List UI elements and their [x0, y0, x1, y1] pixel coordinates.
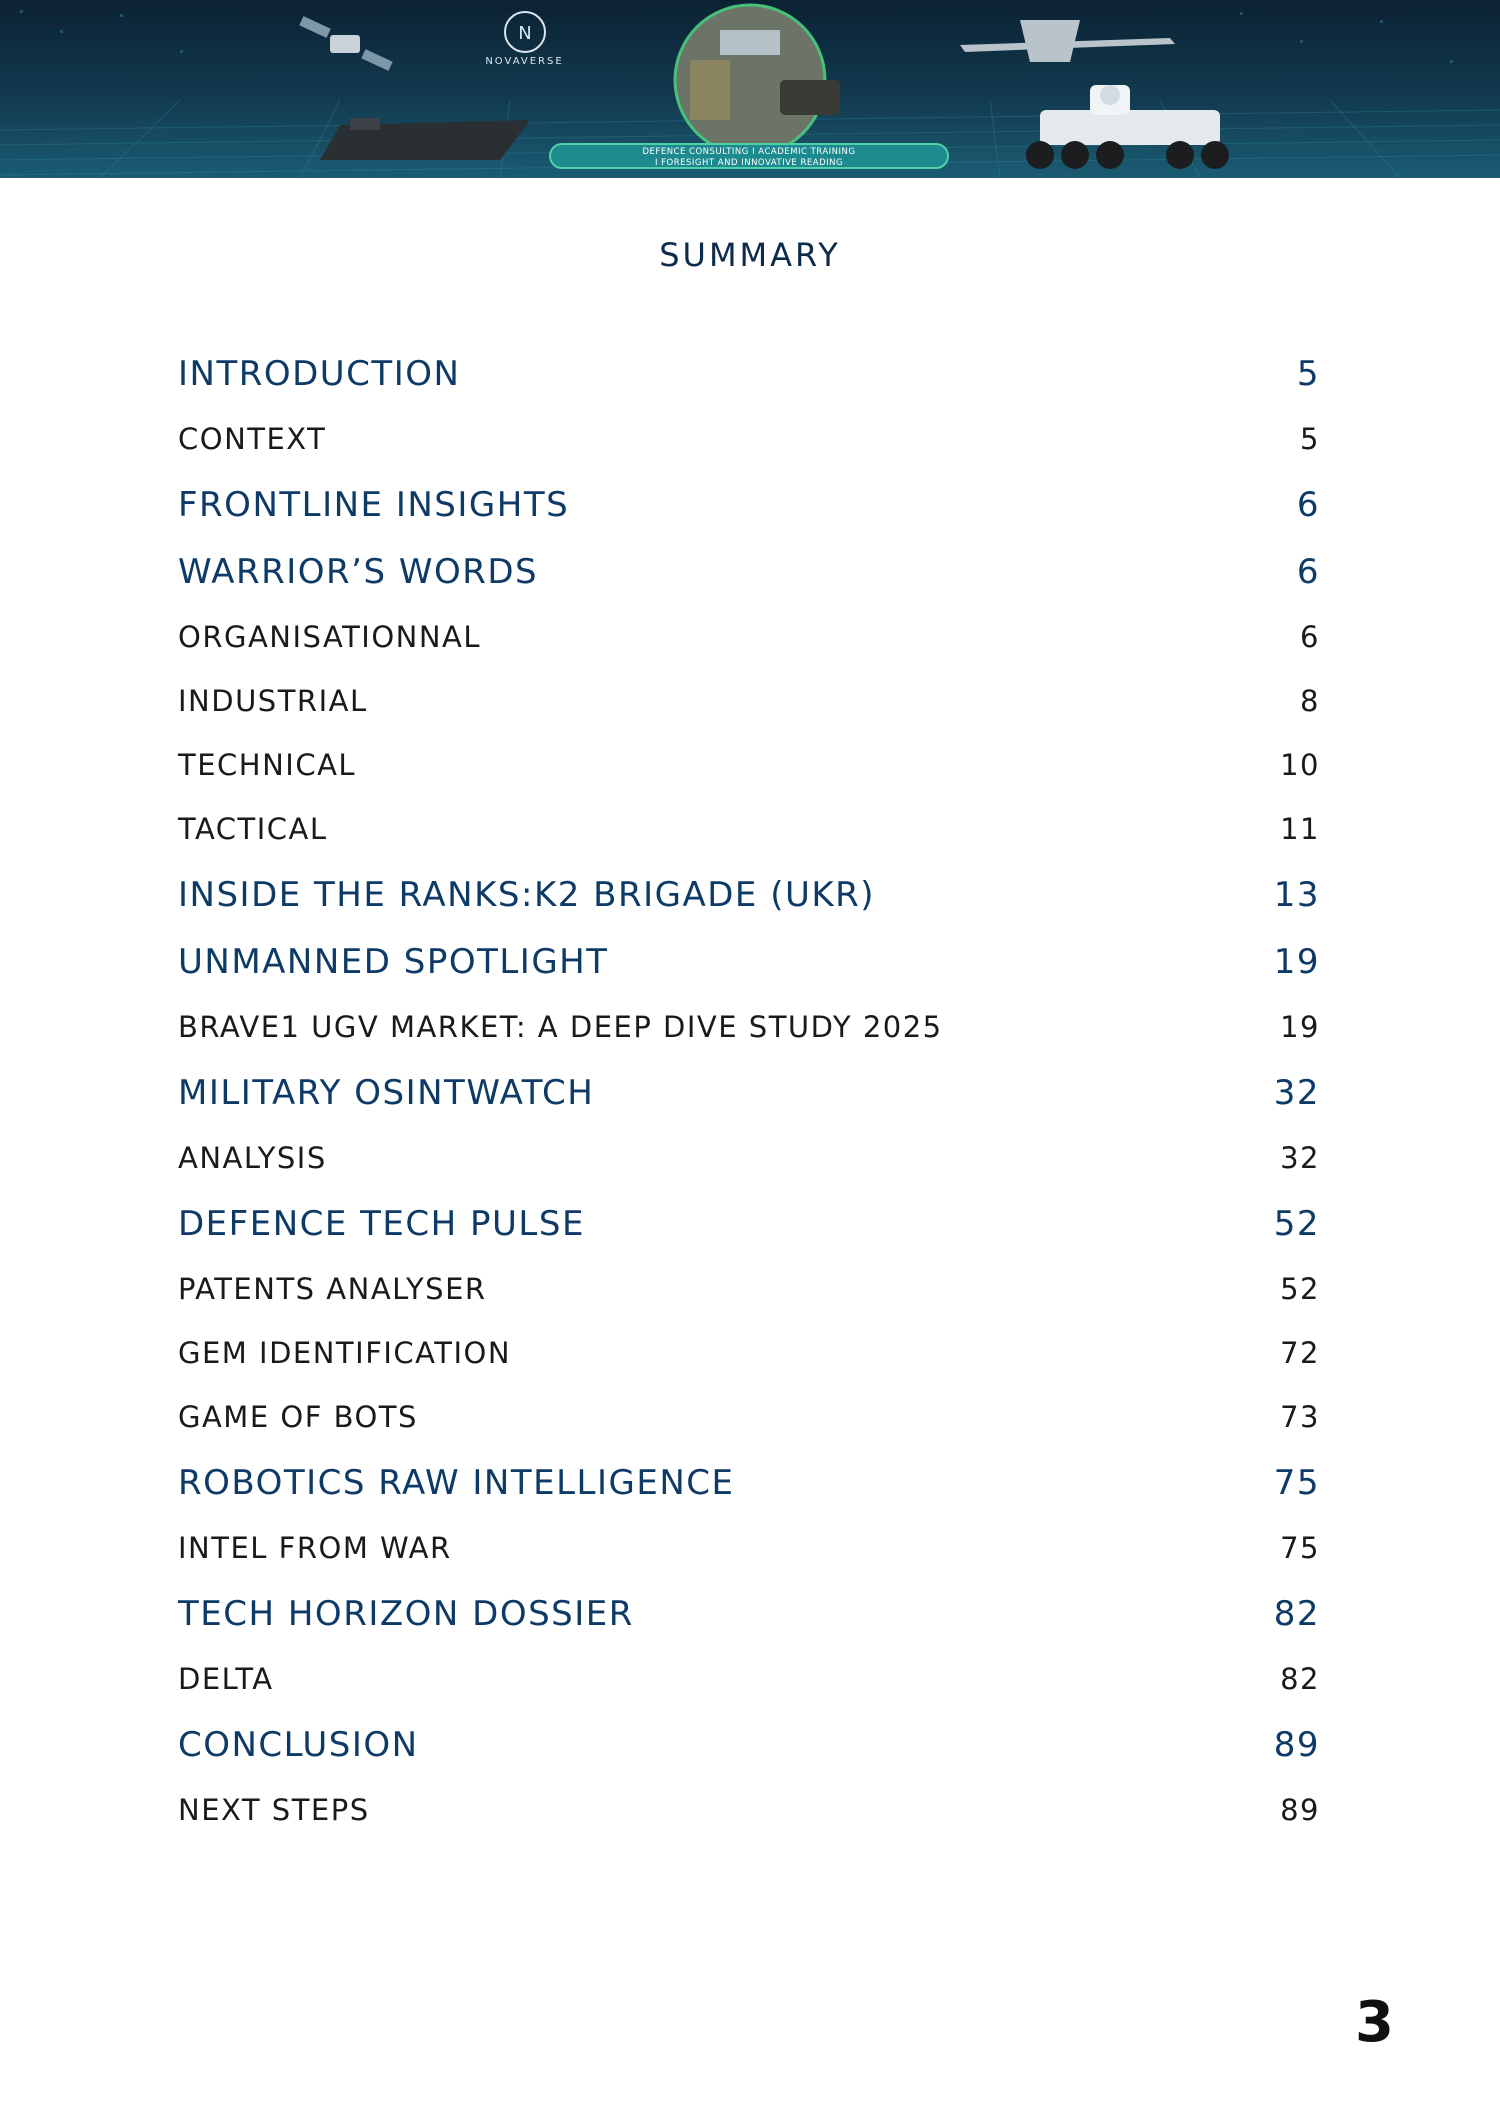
toc-entry-page: 32 [1280, 1141, 1320, 1175]
boat-icon [320, 118, 530, 160]
toc-entry-title: CONTEXT [178, 422, 327, 456]
toc-entry-title: FRONTLINE INSIGHTS [178, 484, 570, 525]
toc-entry[interactable] [178, 1647, 1320, 1711]
toc-entry-page: 6 [1296, 551, 1320, 592]
toc-entry-page: 8 [1300, 684, 1320, 718]
table-of-contents [178, 340, 1320, 1842]
toc-entry-title: DELTA [178, 1662, 274, 1696]
toc-entry[interactable] [178, 1257, 1320, 1321]
toc-entry-title: ROBOTICS RAW INTELLIGENCE [178, 1462, 735, 1503]
toc-entry[interactable] [178, 1126, 1320, 1190]
svg-text:N: N [518, 23, 532, 44]
toc-entry[interactable] [178, 340, 1320, 407]
toc-entry[interactable] [178, 538, 1320, 605]
toc-entry-title: ANALYSIS [178, 1141, 327, 1175]
drone-icon [960, 20, 1175, 62]
toc-entry-page: 72 [1280, 1336, 1320, 1370]
toc-entry-title: UNMANNED SPOTLIGHT [178, 941, 609, 982]
toc-entry[interactable] [178, 1449, 1320, 1516]
toc-entry-title: CONCLUSION [178, 1724, 419, 1765]
toc-entry-title: DEFENCE TECH PULSE [178, 1203, 585, 1244]
toc-entry[interactable] [178, 861, 1320, 928]
toc-entry-page: 32 [1273, 1072, 1320, 1113]
toc-entry-title: ORGANISATIONNAL [178, 620, 482, 654]
toc-entry-title: TECHNICAL [178, 748, 357, 782]
toc-entry[interactable] [178, 1321, 1320, 1385]
toc-entry-page: 19 [1280, 1010, 1320, 1044]
toc-entry-title: MILITARY OSINTWATCH [178, 1072, 595, 1113]
toc-entry-page: 75 [1273, 1462, 1320, 1503]
toc-entry-page: 52 [1280, 1272, 1320, 1306]
toc-entry[interactable] [178, 995, 1320, 1059]
tagline-line-2: I FORESIGHT AND INNOVATIVE READING [654, 158, 844, 168]
tagline-badge [549, 143, 949, 169]
toc-entry-page: 11 [1280, 812, 1320, 846]
toc-entry-page: 89 [1280, 1793, 1320, 1827]
ugv-robot-icon [1026, 85, 1229, 169]
toc-entry-title: PATENTS ANALYSER [178, 1272, 487, 1306]
toc-entry-title: NEXT STEPS [178, 1793, 370, 1827]
toc-entry-page: 82 [1280, 1662, 1320, 1696]
toc-entry-title: BRAVE1 UGV MARKET: A DEEP DIVE STUDY 2025 [178, 1010, 943, 1044]
toc-entry-page: 10 [1280, 748, 1320, 782]
toc-entry-page: 19 [1273, 941, 1320, 982]
toc-entry[interactable] [178, 928, 1320, 995]
toc-entry-title: INTEL FROM WAR [178, 1531, 452, 1565]
toc-entry[interactable] [178, 733, 1320, 797]
toc-entry-title: INTRODUCTION [178, 353, 461, 394]
toc-entry-page: 6 [1296, 484, 1320, 525]
toc-entry[interactable] [178, 1580, 1320, 1647]
toc-entry-page: 73 [1280, 1400, 1320, 1434]
summary-heading: SUMMARY [659, 236, 841, 274]
logo-wordmark: NOVAVERSE [485, 56, 564, 67]
toc-entry[interactable] [178, 1516, 1320, 1580]
toc-entry[interactable] [178, 1059, 1320, 1126]
toc-entry-title: INDUSTRIAL [178, 684, 368, 718]
toc-entry-title: TECH HORIZON DOSSIER [178, 1593, 634, 1634]
toc-entry[interactable] [178, 669, 1320, 733]
toc-entry-title: GAME OF BOTS [178, 1400, 418, 1434]
page-number: 3 [1355, 1990, 1394, 2055]
toc-entry[interactable] [178, 1385, 1320, 1449]
toc-entry-page: 52 [1273, 1203, 1320, 1244]
toc-entry-page: 5 [1300, 422, 1320, 456]
toc-entry[interactable] [178, 407, 1320, 471]
header-banner [0, 0, 1500, 178]
toc-entry-title: INSIDE THE RANKS:K2 BRIGADE (UKR) [178, 874, 876, 915]
toc-entry[interactable] [178, 1190, 1320, 1257]
toc-entry[interactable] [178, 797, 1320, 861]
toc-entry-page: 13 [1273, 874, 1320, 915]
toc-entry-page: 5 [1296, 353, 1320, 394]
toc-entry[interactable] [178, 605, 1320, 669]
toc-entry-title: TACTICAL [178, 812, 328, 846]
satellite-icon [299, 16, 392, 71]
toc-entry[interactable] [178, 1778, 1320, 1842]
toc-entry-page: 6 [1300, 620, 1320, 654]
toc-entry-page: 75 [1280, 1531, 1320, 1565]
toc-entry[interactable] [178, 471, 1320, 538]
toc-entry-page: 82 [1273, 1593, 1320, 1634]
toc-entry-page: 89 [1273, 1724, 1320, 1765]
tagline-line-1: DEFENCE CONSULTING I ACADEMIC TRAINING [642, 147, 856, 157]
toc-entry-title: WARRIOR’S WORDS [178, 551, 539, 592]
toc-entry[interactable] [178, 1711, 1320, 1778]
toc-entry-title: GEM IDENTIFICATION [178, 1336, 512, 1370]
